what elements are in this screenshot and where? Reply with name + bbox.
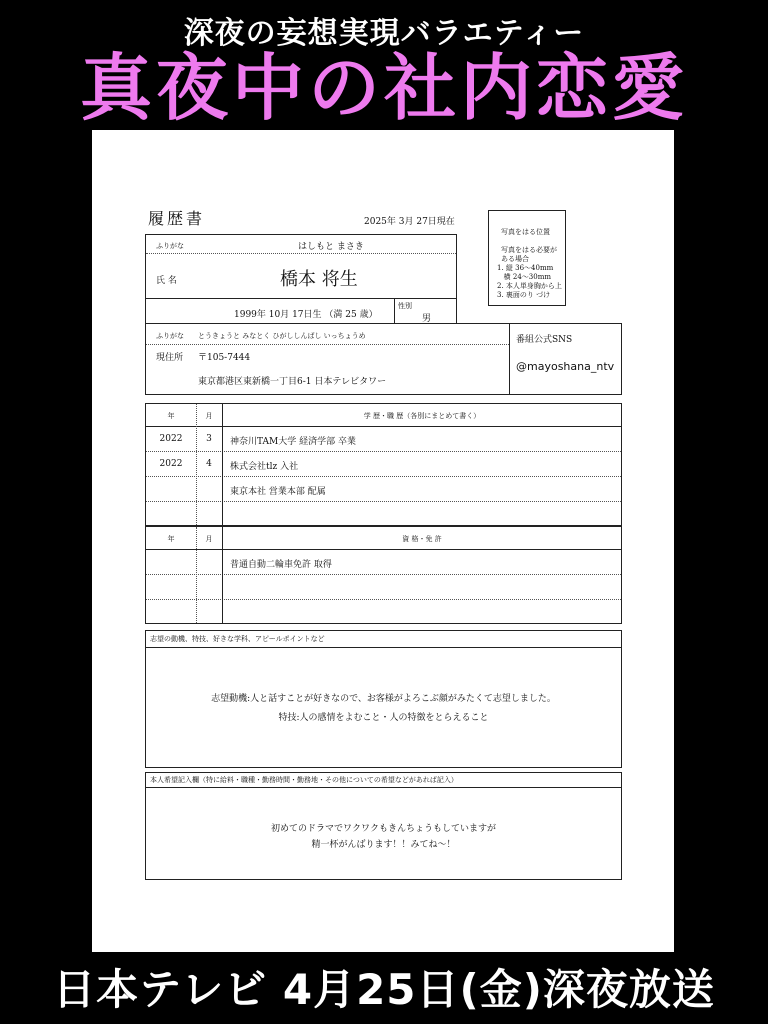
address-label: 現住所 [156, 353, 184, 363]
program-subtitle: 深夜の妄想実現バラエティー [183, 16, 585, 51]
photo-note: 写真をはる必要が [501, 246, 557, 254]
wishes-line: 初めてのドラマでワクワクもきんちょうもしていますが [270, 824, 496, 834]
history-year: 2022 [159, 459, 183, 469]
motivation-line: 志望動機:人と話すことが好きなので、お客様がよろこぶ顔がみたくて志望しました。 [211, 694, 556, 704]
furigana-label: ふりがな [156, 242, 184, 250]
license-table [145, 526, 622, 624]
history-table [145, 403, 622, 526]
resume-date: 2025年 3月 27日現在 [364, 217, 455, 227]
wishes-label: 本人希望記入欄（特に給料・職種・勤務時間・勤務地・その他についての希望などがあれば記入） [150, 776, 458, 784]
sns-label: 番組公式SNS [516, 335, 573, 345]
photo-title: 写真をはる位置 [501, 228, 550, 236]
history-month: 4 [206, 459, 212, 469]
postal-code: 〒105-7444 [198, 353, 251, 363]
wishes-box [145, 772, 622, 880]
specialty-line: 特技:人の感情をよむこと・人の特徴をとらえること [278, 713, 489, 723]
history-entry: 東京本社 営業本部 配属 [230, 487, 326, 497]
broadcast-info: 日本テレビ 4月25日(金)深夜放送 [53, 965, 715, 1014]
license-header: 資 格・免 許 [402, 535, 442, 543]
address-reading: とうきょうと みなとく ひがししんばし いっちょうめ [198, 332, 366, 340]
address-value: 東京都港区東新橋一丁目6-1 日本テレビタワー [198, 377, 387, 387]
sns-handle: @mayoshana_ntv [516, 360, 615, 373]
history-year-header: 年 [167, 412, 175, 420]
license-month-header: 月 [205, 535, 213, 543]
history-year: 2022 [159, 434, 183, 444]
photo-note: 1. 縦 36〜40mm [497, 264, 554, 272]
motivation-label: 志望の動機、特技、好きな学科、アピールポイントなど [150, 635, 325, 643]
name-block [145, 234, 457, 324]
history-month: 3 [206, 434, 212, 444]
gender-label: 性別 [398, 302, 412, 310]
photo-note: 2. 本人単身胸から上 [497, 282, 562, 290]
wishes-line: 精一杯がんばります！！みてね〜！ [311, 840, 456, 850]
history-header: 学 歴・職 歴（各別にまとめて書く） [363, 412, 481, 420]
address-block [145, 323, 510, 395]
sns-block [509, 323, 622, 395]
address-furigana-label: ふりがな [156, 332, 184, 340]
history-entry: 神奈川TAM大学 経済学部 卒業 [230, 437, 356, 447]
history-entry: 株式会社tlz 入社 [230, 462, 299, 472]
gender-value: 男 [422, 314, 432, 324]
license-year-header: 年 [167, 535, 175, 543]
license-entry: 普通自動二輪車免許 取得 [230, 560, 332, 570]
motivation-box [145, 630, 622, 768]
history-month-header: 月 [205, 412, 213, 420]
program-title: 真夜中の社内恋愛 [79, 45, 688, 130]
name-label: 氏 名 [156, 276, 177, 286]
photo-area [488, 210, 566, 306]
resume-sheet [92, 130, 674, 952]
birth-date: 1999年 10月 17日生 （満 25 歳） [234, 310, 378, 320]
name-value: 橋本 将生 [280, 269, 358, 290]
photo-note: 3. 裏面のり づけ [497, 291, 551, 299]
photo-note: 横 24〜30mm [497, 273, 551, 281]
photo-note: ある場合 [501, 255, 529, 263]
resume-heading: 履歴書 [148, 209, 206, 228]
name-reading: はしもと まさき [298, 242, 364, 252]
